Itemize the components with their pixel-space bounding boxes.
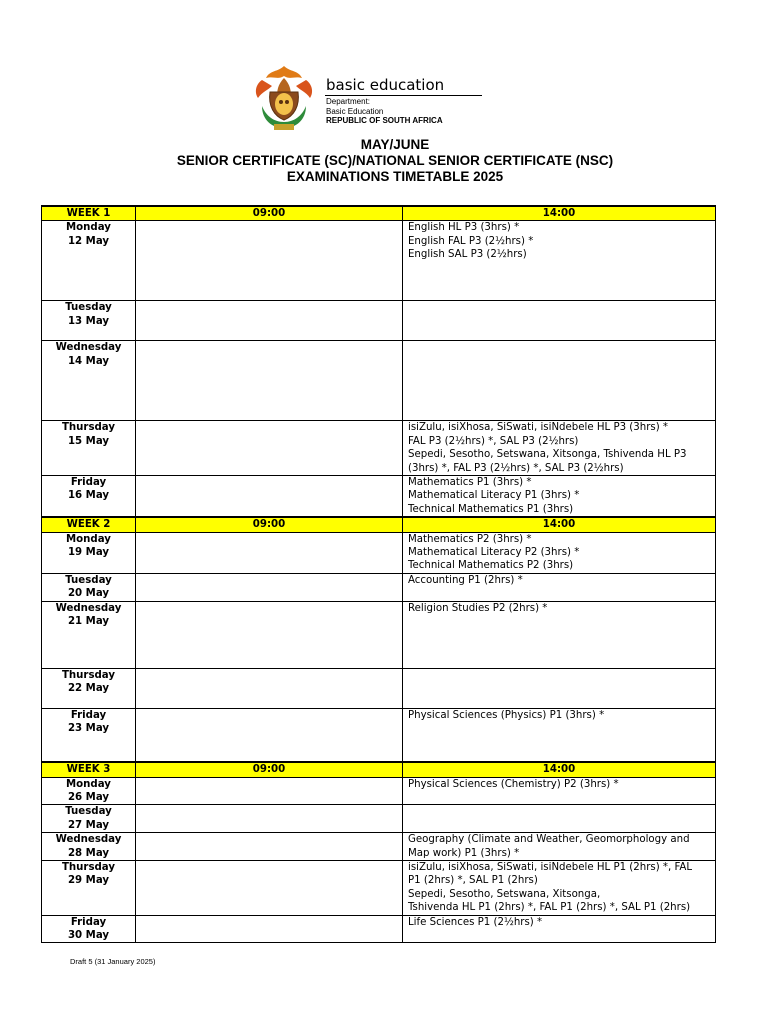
day-cell bbox=[42, 805, 136, 833]
afternoon-exams-cell bbox=[403, 532, 716, 573]
table-row bbox=[42, 833, 716, 861]
morning-exams-cell bbox=[136, 777, 403, 805]
brand-divider bbox=[325, 95, 482, 96]
document-title bbox=[0, 137, 768, 185]
morning-exams-cell bbox=[136, 833, 403, 861]
table-row bbox=[42, 601, 716, 668]
morning-exams-cell bbox=[136, 221, 403, 301]
day-cell bbox=[42, 573, 136, 601]
weekday-label: Thursday bbox=[61, 862, 116, 874]
exam-line: English FAL P3 (2½hrs) * bbox=[408, 235, 534, 247]
exam-line: Physical Sciences (Chemistry) P2 (3hrs) * bbox=[408, 778, 619, 790]
weekday-label: Tuesday bbox=[65, 302, 112, 314]
afternoon-exams-cell bbox=[403, 301, 716, 341]
exam-line: Tshivenda HL P1 (2hrs) *, FAL P1 (2hrs) *, SAL P1 (2hrs) bbox=[408, 902, 691, 914]
date-label: 15 May bbox=[67, 435, 110, 447]
brand-line-basic-education: Basic Education bbox=[326, 106, 384, 116]
date-label: 23 May bbox=[67, 723, 110, 735]
session-afternoon-header: 14:00 bbox=[403, 762, 716, 777]
afternoon-exams-cell bbox=[403, 861, 716, 916]
weekday-label: Tuesday bbox=[65, 806, 112, 818]
exam-line: Sepedi, Sesotho, Setswana, Xitsonga, bbox=[408, 888, 601, 900]
title-line-session: MAY/JUNE bbox=[360, 137, 430, 152]
table-row bbox=[42, 861, 716, 916]
week-label: WEEK 1 bbox=[42, 206, 136, 221]
brand-title: basic education bbox=[326, 76, 445, 94]
day-cell bbox=[42, 915, 136, 943]
exam-timetable bbox=[41, 205, 716, 943]
table-row bbox=[42, 708, 716, 762]
date-label: 20 May bbox=[67, 588, 110, 600]
weekday-label: Wednesday bbox=[55, 602, 122, 614]
brand-line-department: Department: bbox=[326, 97, 371, 106]
table-row bbox=[42, 476, 716, 518]
weekday-label: Wednesday bbox=[55, 342, 122, 354]
date-label: 13 May bbox=[67, 315, 110, 327]
morning-exams-cell bbox=[136, 476, 403, 518]
afternoon-exams-cell bbox=[403, 833, 716, 861]
date-label: 12 May bbox=[67, 235, 110, 247]
coat-of-arms-icon bbox=[248, 62, 320, 134]
date-label: 22 May bbox=[67, 683, 110, 695]
table-row bbox=[42, 341, 716, 421]
afternoon-exams-cell bbox=[403, 341, 716, 421]
exam-line: isiZulu, isiXhosa, SiSwati, isiNdebele HL P3 (3hrs) * bbox=[408, 422, 669, 434]
weekday-label: Wednesday bbox=[55, 834, 122, 846]
day-cell bbox=[42, 708, 136, 762]
exam-line: P1 (2hrs) *, SAL P1 (2hrs) bbox=[408, 875, 538, 887]
morning-exams-cell bbox=[136, 861, 403, 916]
exam-line: Mathematics P1 (3hrs) * bbox=[408, 477, 532, 489]
day-cell bbox=[42, 833, 136, 861]
afternoon-exams-cell bbox=[403, 805, 716, 833]
day-cell bbox=[42, 301, 136, 341]
day-cell bbox=[42, 777, 136, 805]
afternoon-exams-cell bbox=[403, 668, 716, 708]
exam-line: Accounting P1 (2hrs) * bbox=[408, 574, 523, 586]
exam-line: Map work) P1 (3hrs) * bbox=[408, 847, 520, 859]
weekday-label: Friday bbox=[70, 916, 107, 928]
exam-line: isiZulu, isiXhosa, SiSwati, isiNdebele HL P1 (2hrs) *, FAL bbox=[408, 862, 693, 874]
morning-exams-cell bbox=[136, 532, 403, 573]
day-cell bbox=[42, 532, 136, 573]
day-cell bbox=[42, 601, 136, 668]
draft-footer: Draft 5 (31 January 2025) bbox=[70, 957, 156, 966]
session-morning-header: 09:00 bbox=[136, 517, 403, 532]
afternoon-exams-cell bbox=[403, 708, 716, 762]
exam-line: Physical Sciences (Physics) P1 (3hrs) * bbox=[408, 709, 605, 721]
week-label: WEEK 3 bbox=[42, 762, 136, 777]
weekday-label: Tuesday bbox=[65, 574, 112, 586]
table-row bbox=[42, 668, 716, 708]
date-label: 26 May bbox=[67, 792, 110, 803]
weekday-label: Friday bbox=[70, 477, 107, 489]
date-label: 30 May bbox=[67, 930, 110, 942]
date-label: 14 May bbox=[67, 355, 110, 367]
afternoon-exams-cell bbox=[403, 421, 716, 476]
table-row bbox=[42, 573, 716, 601]
table-row bbox=[42, 421, 716, 476]
afternoon-exams-cell bbox=[403, 476, 716, 518]
day-cell bbox=[42, 221, 136, 301]
table-row bbox=[42, 301, 716, 341]
exam-line: Mathematical Literacy P2 (3hrs) * bbox=[408, 547, 580, 559]
exam-line: Technical Mathematics P1 (3hrs) bbox=[408, 503, 574, 515]
exam-line: English HL P3 (3hrs) * bbox=[408, 222, 520, 234]
morning-exams-cell bbox=[136, 668, 403, 708]
date-label: 19 May bbox=[67, 547, 110, 559]
afternoon-exams-cell bbox=[403, 601, 716, 668]
morning-exams-cell bbox=[136, 915, 403, 943]
exam-line: Technical Mathematics P2 (3hrs) bbox=[408, 560, 574, 572]
day-cell bbox=[42, 476, 136, 518]
morning-exams-cell bbox=[136, 573, 403, 601]
day-cell bbox=[42, 341, 136, 421]
session-morning-header: 09:00 bbox=[136, 762, 403, 777]
morning-exams-cell bbox=[136, 341, 403, 421]
table-row bbox=[42, 221, 716, 301]
department-logo bbox=[248, 62, 488, 134]
morning-exams-cell bbox=[136, 708, 403, 762]
morning-exams-cell bbox=[136, 805, 403, 833]
date-label: 16 May bbox=[67, 490, 110, 502]
title-line-timetable: EXAMINATIONS TIMETABLE 2025 bbox=[286, 169, 504, 184]
weekday-label: Monday bbox=[66, 778, 111, 790]
week-header-row bbox=[42, 206, 716, 221]
session-morning-header: 09:00 bbox=[136, 206, 403, 221]
exam-line: Religion Studies P2 (2hrs) * bbox=[408, 602, 548, 614]
morning-exams-cell bbox=[136, 301, 403, 341]
table-row bbox=[42, 805, 716, 833]
date-label: 27 May bbox=[67, 819, 110, 831]
table-row bbox=[42, 777, 716, 805]
date-label: 21 May bbox=[67, 616, 110, 628]
day-cell bbox=[42, 668, 136, 708]
brand-line-country: REPUBLIC OF SOUTH AFRICA bbox=[326, 116, 443, 125]
afternoon-exams-cell bbox=[403, 915, 716, 943]
afternoon-exams-cell bbox=[403, 221, 716, 301]
brand-subtitle bbox=[326, 97, 443, 126]
exam-line: Mathematics P2 (3hrs) * bbox=[408, 533, 532, 545]
exam-line: Mathematical Literacy P1 (3hrs) * bbox=[408, 490, 580, 502]
table-row bbox=[42, 915, 716, 943]
week-header-row bbox=[42, 517, 716, 532]
weekday-label: Thursday bbox=[61, 669, 116, 681]
day-cell bbox=[42, 421, 136, 476]
exam-line: English SAL P3 (2½hrs) bbox=[408, 249, 527, 261]
exam-line: (3hrs) *, FAL P3 (2½hrs) *, SAL P3 (2½hrs) bbox=[408, 462, 624, 474]
date-label: 29 May bbox=[67, 875, 110, 887]
exam-line: Life Sciences P1 (2½hrs) * bbox=[408, 916, 543, 928]
weekday-label: Monday bbox=[66, 222, 111, 234]
day-cell bbox=[42, 861, 136, 916]
date-label: 28 May bbox=[67, 847, 110, 859]
session-afternoon-header: 14:00 bbox=[403, 206, 716, 221]
exam-line: Sepedi, Sesotho, Setswana, Xitsonga, Tshivenda HL P3 bbox=[408, 449, 687, 461]
week-header-row bbox=[42, 762, 716, 777]
weekday-label: Friday bbox=[70, 709, 107, 721]
session-afternoon-header: 14:00 bbox=[403, 517, 716, 532]
exam-line: Geography (Climate and Weather, Geomorphology and bbox=[408, 834, 690, 846]
afternoon-exams-cell bbox=[403, 777, 716, 805]
weekday-label: Monday bbox=[66, 533, 111, 545]
exam-line: FAL P3 (2½hrs) *, SAL P3 (2½hrs) bbox=[408, 435, 579, 447]
morning-exams-cell bbox=[136, 601, 403, 668]
title-line-certificate: SENIOR CERTIFICATE (SC)/NATIONAL SENIOR CERTIFICATE (NSC) bbox=[176, 153, 614, 168]
table-row bbox=[42, 532, 716, 573]
weekday-label: Thursday bbox=[61, 422, 116, 434]
morning-exams-cell bbox=[136, 421, 403, 476]
week-label: WEEK 2 bbox=[42, 517, 136, 532]
afternoon-exams-cell bbox=[403, 573, 716, 601]
